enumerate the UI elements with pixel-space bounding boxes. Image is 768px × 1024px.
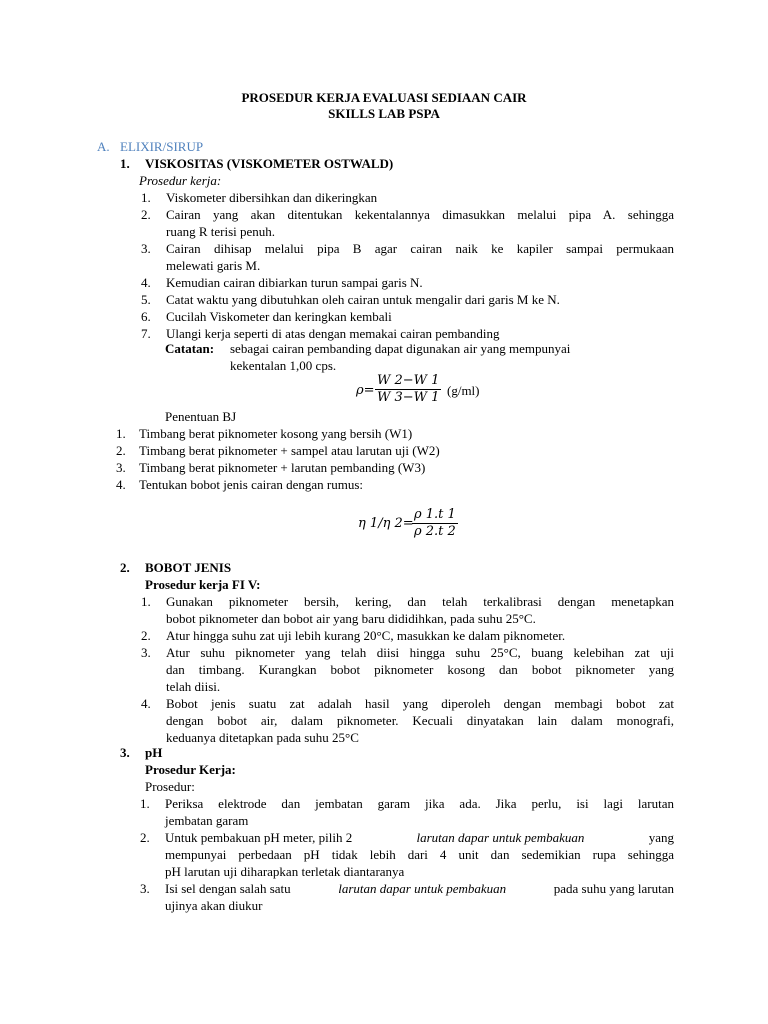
viskositas-step-6-line1: Cucilah Viskometer dan keringkan kembali [166, 309, 392, 324]
viskositas-step-4-line1: Kemudian cairan dibiarkan turun sampai garis N. [166, 275, 423, 290]
eta-formula-lhs: η 1/η 2= [358, 516, 414, 531]
rho-formula-numerator: W 2−W 1 [377, 373, 440, 388]
rho-formula-fraction [375, 373, 441, 406]
viskositas-step-1-number: 1. [141, 190, 151, 205]
bobot-step-4-number: 4. [141, 696, 151, 711]
bj-step-1-number: 1. [116, 426, 126, 441]
bobot-step-2-line1: Atur hingga suhu zat uji lebih kurang 20°C, masukkan ke dalam piknometer. [166, 628, 566, 643]
ph-subheading2: Prosedur: [145, 779, 195, 794]
viskositas-step-5-number: 5. [141, 292, 151, 307]
viskositas-step-3-line2: melewati garis M. [166, 258, 261, 273]
viskositas-step-5-line1: Catat waktu yang dibutuhkan oleh cairan untuk mengalir dari garis M ke N. [166, 292, 560, 307]
ph-step-3-number: 3. [140, 881, 150, 896]
ph-step-2-line3: pH larutan uji diharapkan terletak diantaranya [165, 864, 405, 879]
bobot-step-3-line3: telah diisi. [166, 679, 221, 694]
ph-step-2-line1 [165, 829, 674, 846]
ph-heading: pH [145, 745, 163, 760]
rho-formula-unit: (g/ml) [447, 383, 480, 398]
bj-step-4-number: 4. [116, 477, 126, 492]
catatan-line2: kekentalan 1,00 cps. [230, 358, 337, 373]
bj-step-2-line1: Timbang berat piknometer + sampel atau larutan uji (W2) [139, 443, 440, 458]
viskositas-step-7-number: 7. [141, 326, 151, 341]
viskositas-step-6-number: 6. [141, 309, 151, 324]
ph-step-3-line2: ujinya akan diukur [165, 898, 263, 913]
bobot-step-3-number: 3. [141, 645, 151, 660]
ph-step-2-number: 2. [140, 830, 150, 845]
rho-formula-denominator: W 3−W 1 [377, 390, 440, 405]
ph-step-3-line1-a: Isi sel dengan salah satu [165, 881, 291, 896]
bobot-step-4-line2: dengan bobot air, dalam piknometer. Kecuali dinyatakan lain dalam monografi, [166, 713, 674, 728]
section-a-heading: ELIXIR/SIRUP [120, 139, 204, 154]
eta-formula-fraction [412, 507, 458, 540]
section-a-marker: A. [97, 139, 110, 154]
ph-step-1-line2: jembatan garam [165, 813, 249, 828]
bobot-heading: BOBOT JENIS [145, 560, 232, 575]
ph-step-3-line1-italic: larutan dapar untuk pembakuan [338, 881, 507, 896]
bj-step-1-line1: Timbang berat piknometer kosong yang bersih (W1) [139, 426, 413, 441]
ph-subheading: Prosedur Kerja: [145, 762, 236, 777]
viskositas-subheading: Prosedur kerja: [139, 173, 222, 188]
viskositas-step-4-number: 4. [141, 275, 151, 290]
ph-step-3-line1 [165, 880, 674, 897]
rho-formula-lhs: ρ= [356, 383, 375, 398]
viskositas-number: 1. [120, 156, 130, 171]
bobot-step-3-line1: Atur suhu piknometer yang telah diisi hingga suhu 25°C, buang kelebihan zat uji [166, 645, 674, 660]
bobot-step-4-line1: Bobot jenis suatu zat adalah hasil yang diperoleh dengan membagi bobot zat [166, 696, 674, 711]
bobot-step-2-number: 2. [141, 628, 151, 643]
viskositas-heading: VISKOSITAS (VISKOMETER OSTWALD) [145, 156, 394, 171]
doc-title-line1: PROSEDUR KERJA EVALUASI SEDIAAN CAIR [241, 90, 527, 105]
bobot-step-1-line1: Gunakan piknometer bersih, kering, dan telah terkalibrasi dengan menetapkan [166, 594, 674, 609]
bj-step-4-line1: Tentukan bobot jenis cairan dengan rumus: [139, 477, 364, 492]
viskositas-step-2-number: 2. [141, 207, 151, 222]
bj-step-3-number: 3. [116, 460, 126, 475]
viskositas-step-2-line2: ruang R terisi penuh. [166, 224, 276, 239]
catatan-label: Catatan: [165, 341, 215, 356]
viskositas-step-3-line1: Cairan dihisap melalui pipa B agar cairan naik ke kapiler sampai permukaan [166, 241, 674, 256]
ph-step-2-line1-c: yang [648, 830, 674, 845]
ph-step-1-number: 1. [140, 796, 150, 811]
ph-step-3-line1-c: pada suhu yang larutan [553, 881, 674, 896]
catatan-line1: sebagai cairan pembanding dapat digunakan air yang mempunyai [230, 341, 571, 356]
bobot-step-1-line2: bobot piknometer dan bobot air yang baru dididihkan, pada suhu 25°C. [166, 611, 536, 626]
eta-formula-denominator: ρ 2.t 2 [414, 524, 456, 539]
catatan-label-text: Catatan [165, 341, 210, 356]
viskositas-step-3-number: 3. [141, 241, 151, 256]
ph-step-2-line1-a: Untuk pembakuan pH meter, pilih 2 [165, 830, 353, 845]
viskositas-step-1-line1: Viskometer dibersihkan dan dikeringkan [166, 190, 378, 205]
viskositas-step-7-line1: Ulangi kerja seperti di atas dengan memakai cairan pembanding [166, 326, 500, 341]
ph-step-2-line2: mempunyai perbedaan pH tidak lebih dari 4 unit dan sedemikian rupa sehingga [165, 847, 674, 862]
viskositas-step-2-line1: Cairan yang akan ditentukan kekentalannya dimasukkan melalui pipa A. sehingga [166, 207, 674, 222]
ph-step-2-line1-italic: larutan dapar untuk pembakuan [416, 830, 585, 845]
bobot-step-3-line2: dan timbang. Kurangkan bobot piknometer kosong dan bobot piknometer yang [166, 662, 674, 677]
ph-number: 3. [120, 745, 130, 760]
bobot-step-1-number: 1. [141, 594, 151, 609]
bj-step-3-line1: Timbang berat piknometer + larutan pembanding (W3) [139, 460, 426, 475]
eta-formula-numerator: ρ 1.t 1 [414, 507, 456, 522]
penentuan-bj-label: Penentuan BJ [165, 409, 237, 424]
bobot-number: 2. [120, 560, 130, 575]
doc-title-line2: SKILLS LAB PSPA [328, 106, 440, 121]
bj-step-2-number: 2. [116, 443, 126, 458]
bobot-subheading: Prosedur kerja FI V: [145, 577, 261, 592]
ph-step-1-line1: Periksa elektrode dan jembatan garam jika ada. Jika perlu, isi lagi larutan [165, 796, 674, 811]
bobot-step-4-line3: keduanya ditetapkan pada suhu 25°C [166, 730, 359, 745]
